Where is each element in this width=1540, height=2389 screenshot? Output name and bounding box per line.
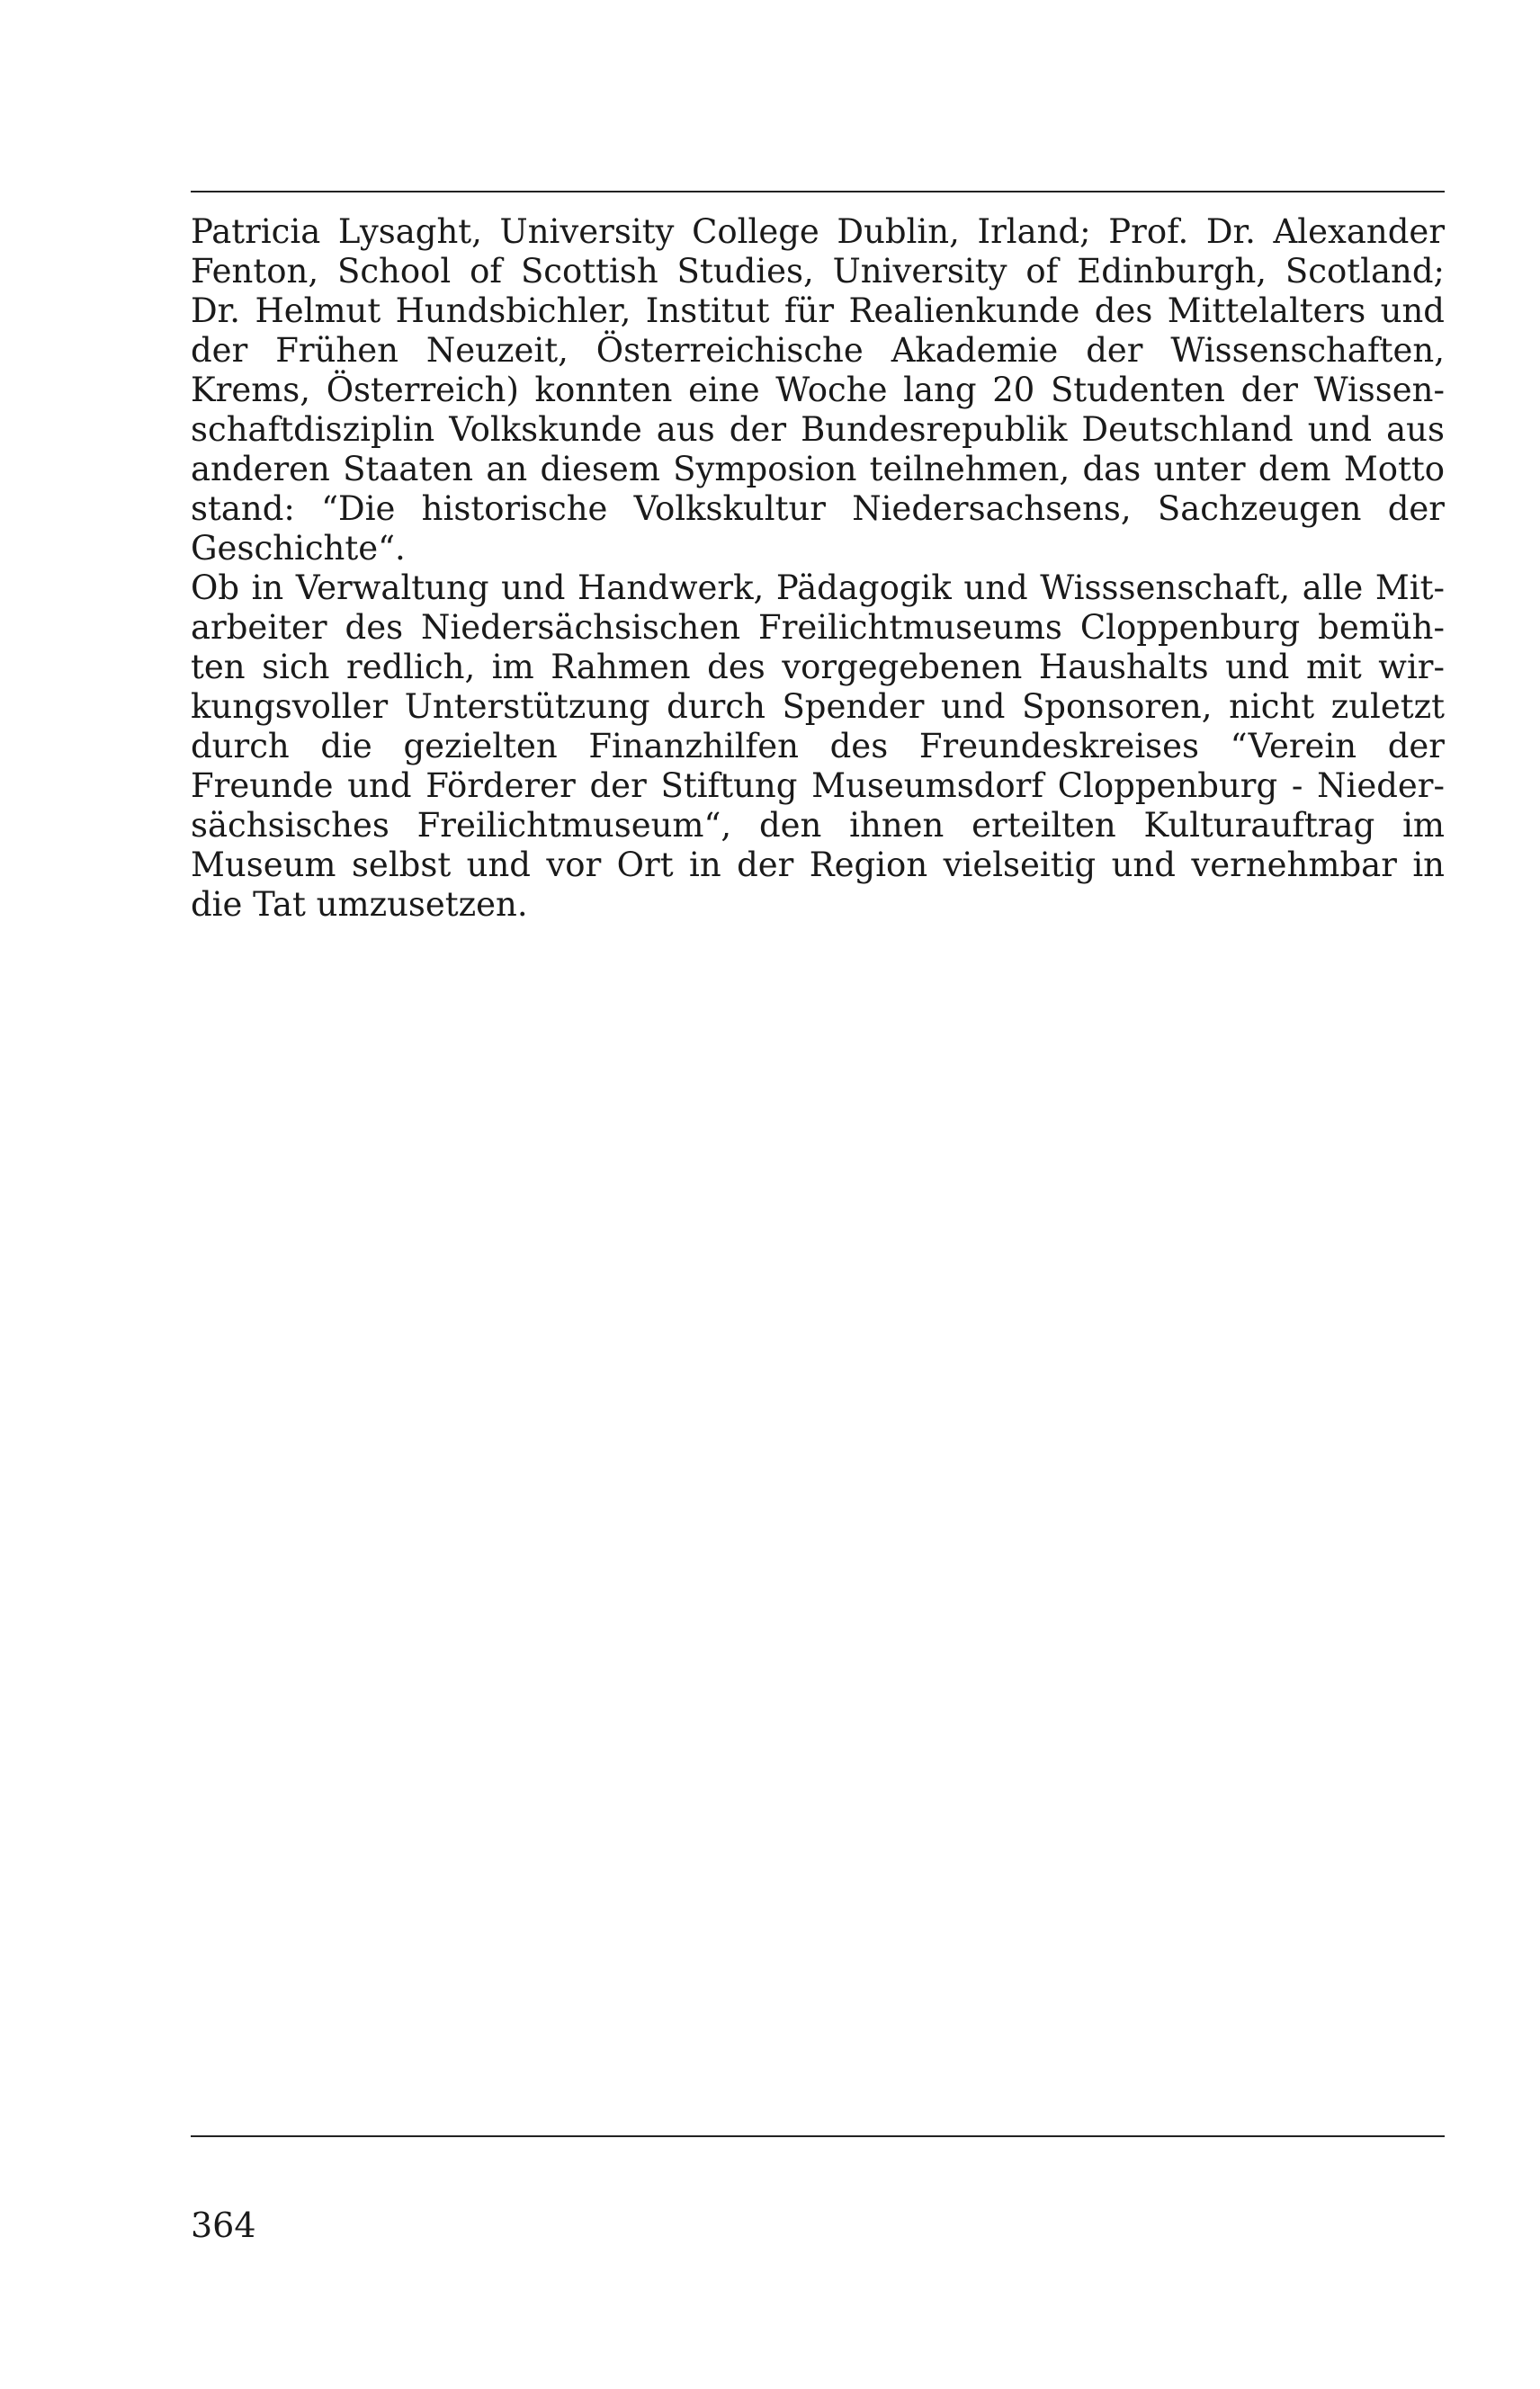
text-line: Museum selbst und vor Ort in der Region vielseitig und vernehmbar in	[191, 846, 1445, 884]
paragraph-2	[191, 568, 1445, 925]
text-line: Ob in Verwaltung und Handwerk, Pädagogik und Wisssenschaft, alle Mit-	[191, 568, 1445, 607]
text-line: der Frühen Neuzeit, Österreichische Akademie der Wissenschaften,	[191, 331, 1445, 370]
top-rule	[191, 191, 1445, 192]
text-line: Freunde und Förderer der Stiftung Museumsdorf Cloppenburg - Nieder-	[191, 766, 1445, 805]
text-line: sächsisches Freilichtmuseum“, den ihnen erteilten Kulturauftrag im	[191, 806, 1445, 845]
body-text	[191, 212, 1445, 925]
page-number: 364	[191, 2206, 256, 2245]
text-line: stand: “Die historische Volkskultur Niedersachsens, Sachzeugen der	[191, 489, 1445, 528]
text-line: arbeiter des Niedersächsischen Freilichtmuseums Cloppenburg bemüh-	[191, 608, 1445, 647]
text-line: Geschichte“.	[191, 529, 406, 568]
text-line: anderen Staaten an diesem Symposion teilnehmen, das unter dem Motto	[191, 450, 1445, 488]
text-line: Patricia Lysaght, University College Dublin, Irland; Prof. Dr. Alexander	[191, 212, 1445, 251]
text-line: Fenton, School of Scottish Studies, University of Edinburgh, Scotland;	[191, 252, 1445, 291]
text-line: schaftdisziplin Volkskunde aus der Bundesrepublik Deutschland und aus	[191, 410, 1445, 449]
text-line: Dr. Helmut Hundsbichler, Institut für Realienkunde des Mittelalters und	[191, 291, 1445, 330]
text-line: die Tat umzusetzen.	[191, 885, 528, 924]
text-line: durch die gezielten Finanzhilfen des Freundeskreises “Verein der	[191, 727, 1445, 765]
text-line: ten sich redlich, im Rahmen des vorgegebenen Haushalts und mit wir-	[191, 648, 1445, 686]
bottom-rule	[191, 2135, 1445, 2137]
text-line: kungsvoller Unterstützung durch Spender und Sponsoren, nicht zuletzt	[191, 687, 1445, 726]
paragraph-1	[191, 212, 1445, 568]
text-line: Krems, Österreich) konnten eine Woche lang 20 Studenten der Wissen-	[191, 371, 1445, 409]
